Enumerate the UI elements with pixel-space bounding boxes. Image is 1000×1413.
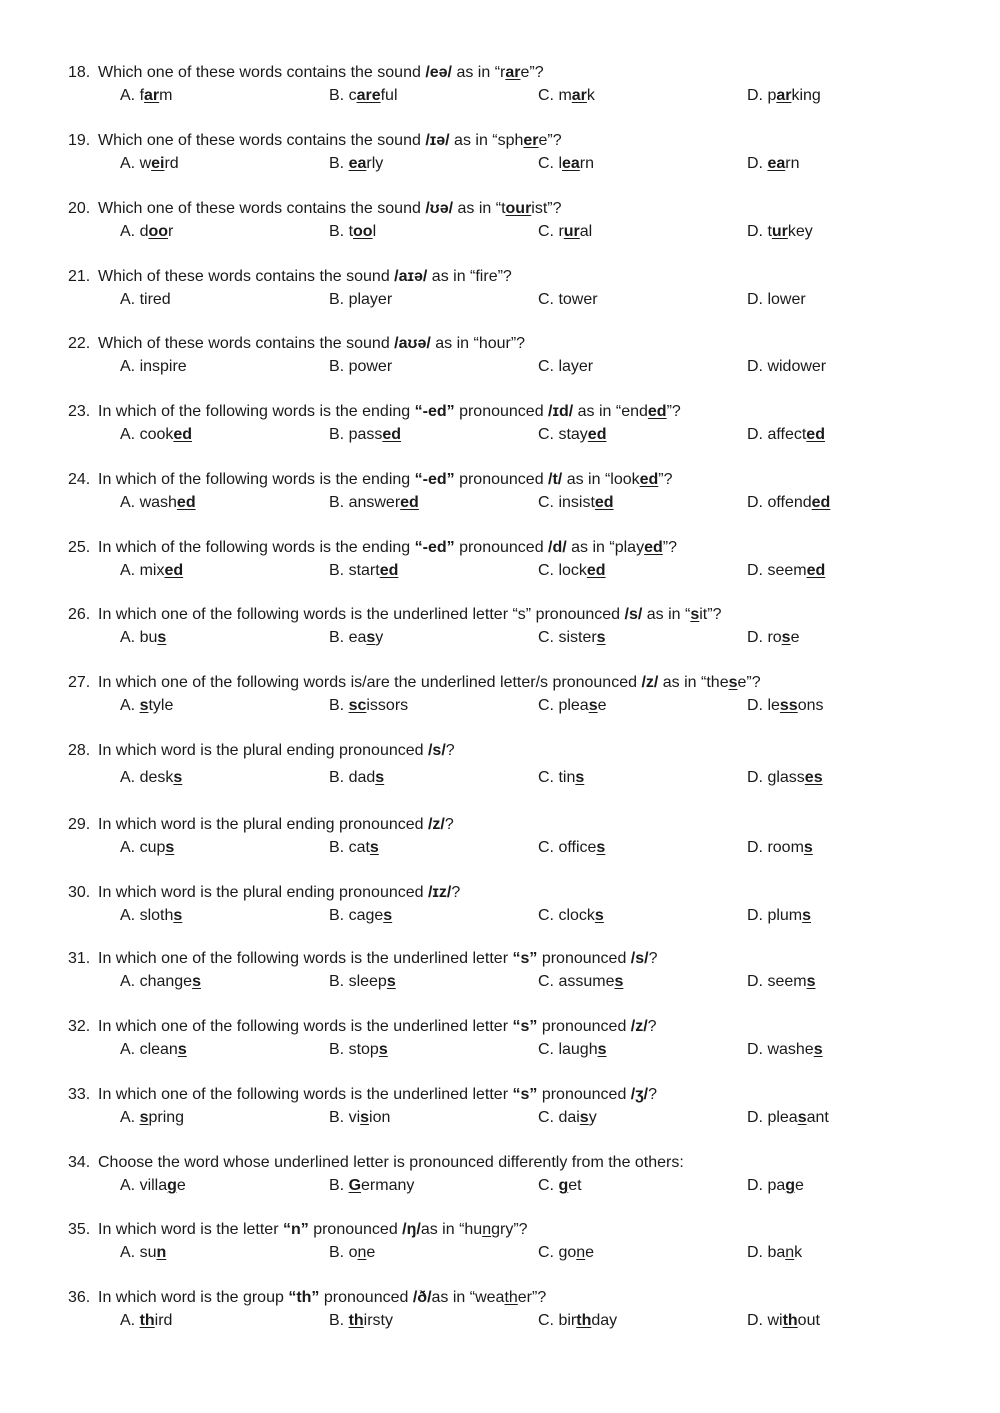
option-a[interactable]: A. cups — [120, 839, 175, 856]
question-number: 30. — [68, 884, 91, 901]
question-text: Choose the word whose underlined letter is pronounced differently from the others: — [98, 1154, 684, 1171]
question-text: In which word is the plural ending pronounced /ɪz/? — [98, 884, 461, 901]
option-b[interactable]: B. power — [329, 358, 393, 375]
question-number: 22. — [68, 335, 91, 352]
question-line — [68, 740, 968, 763]
question-35 — [68, 1219, 968, 1264]
answer-options — [68, 627, 968, 649]
option-a[interactable]: A. door — [120, 223, 174, 240]
option-d[interactable]: D. parking — [747, 87, 821, 104]
question-number: 36. — [68, 1289, 91, 1306]
answer-options — [68, 85, 968, 107]
option-a[interactable]: A. mixed — [120, 562, 184, 579]
option-a[interactable]: A. desks — [120, 769, 183, 786]
question-line — [68, 1084, 968, 1107]
option-c[interactable]: C. tins — [538, 769, 585, 786]
option-a[interactable]: A. cooked — [120, 426, 193, 443]
question-27 — [68, 672, 968, 717]
option-b[interactable]: B. cats — [329, 839, 379, 856]
option-d[interactable]: D. seemed — [747, 562, 826, 579]
question-31 — [68, 948, 968, 993]
option-a[interactable]: A. third — [120, 1312, 173, 1329]
question-23 — [68, 401, 968, 446]
option-a[interactable]: A. bus — [120, 629, 167, 646]
option-b[interactable]: B. early — [329, 155, 384, 172]
question-28 — [68, 740, 968, 789]
answer-options — [68, 1039, 968, 1061]
answer-options — [68, 356, 968, 378]
question-line — [68, 672, 968, 695]
option-b[interactable]: B. answered — [329, 494, 419, 511]
question-number: 34. — [68, 1154, 91, 1171]
answer-options — [68, 1242, 968, 1264]
option-a[interactable]: A. sloths — [120, 907, 183, 924]
answer-options — [68, 837, 968, 859]
option-d[interactable]: D. turkey — [747, 223, 813, 240]
question-line — [68, 1219, 968, 1242]
question-30 — [68, 882, 968, 927]
question-line — [68, 266, 968, 289]
question-number: 31. — [68, 950, 91, 967]
question-text: In which word is the plural ending pronounced /z/? — [98, 816, 454, 833]
question-line — [68, 1287, 968, 1310]
question-text: In which one of the following words is the underlined letter “s” pronounced /ʒ/? — [98, 1086, 657, 1103]
question-text: In which of the following words is the ending “-ed” pronounced /d/ as in “played”? — [98, 539, 677, 556]
question-36 — [68, 1287, 968, 1332]
option-d[interactable]: D. without — [747, 1312, 820, 1329]
question-text: In which one of the following words is the underlined letter “s” pronounced /z/? — [98, 1018, 657, 1035]
question-26 — [68, 604, 968, 649]
option-c[interactable]: C. rural — [538, 223, 593, 240]
question-number: 21. — [68, 268, 91, 285]
option-a[interactable]: A. spring — [120, 1109, 185, 1126]
option-c[interactable]: C. gone — [538, 1244, 595, 1261]
option-d[interactable]: D. earn — [747, 155, 800, 172]
option-b[interactable]: B. one — [329, 1244, 376, 1261]
answer-options — [68, 1175, 968, 1197]
option-c[interactable]: C. layer — [538, 358, 594, 375]
question-line — [68, 1016, 968, 1039]
option-d[interactable]: D. offended — [747, 494, 831, 511]
option-c[interactable]: C. locked — [538, 562, 606, 579]
question-line — [68, 130, 968, 153]
option-c[interactable]: C. sisters — [538, 629, 606, 646]
option-c[interactable]: C. mark — [538, 87, 595, 104]
option-a[interactable]: A. weird — [120, 155, 179, 172]
option-a[interactable]: A. changes — [120, 973, 201, 990]
question-text: In which word is the group “th” pronounced /ð/as in “weather”? — [98, 1289, 547, 1306]
question-18 — [68, 62, 968, 107]
question-text: In which of the following words is the ending “-ed” pronounced /t/ as in “looked”? — [98, 471, 673, 488]
answer-options — [68, 492, 968, 514]
option-c[interactable]: C. please — [538, 697, 607, 714]
option-b[interactable]: B. vision — [329, 1109, 391, 1126]
option-d[interactable]: D. lessons — [747, 697, 824, 714]
question-line — [68, 62, 968, 85]
option-c[interactable]: C. laughs — [538, 1041, 607, 1058]
option-a[interactable]: A. style — [120, 697, 174, 714]
option-c[interactable]: C. learn — [538, 155, 595, 172]
option-b[interactable]: B. stops — [329, 1041, 388, 1058]
question-20 — [68, 198, 968, 243]
question-number: 28. — [68, 742, 91, 759]
answer-options — [68, 221, 968, 243]
option-d[interactable]: D. rose — [747, 629, 800, 646]
option-b[interactable]: B. passed — [329, 426, 402, 443]
question-line — [68, 814, 968, 837]
option-c[interactable]: C. clocks — [538, 907, 604, 924]
answer-options — [68, 971, 968, 993]
question-line — [68, 333, 968, 356]
question-line — [68, 1152, 968, 1175]
option-c[interactable]: C. assumes — [538, 973, 624, 990]
option-b[interactable]: B. started — [329, 562, 399, 579]
answer-options — [68, 153, 968, 175]
question-19 — [68, 130, 968, 175]
option-a[interactable]: A. tired — [120, 291, 171, 308]
question-number: 18. — [68, 64, 91, 81]
option-c[interactable]: C. daisy — [538, 1109, 597, 1126]
option-b[interactable]: B. tool — [329, 223, 377, 240]
question-text: In which word is the plural ending pronounced /s/? — [98, 742, 455, 759]
question-number: 33. — [68, 1086, 91, 1103]
question-32 — [68, 1016, 968, 1061]
answer-options — [68, 1310, 968, 1332]
question-text: Which one of these words contains the sound /eə/ as in “rare”? — [98, 64, 544, 81]
option-b[interactable]: B. thirsty — [329, 1312, 393, 1329]
option-d[interactable]: D. page — [747, 1177, 804, 1194]
question-line — [68, 604, 968, 627]
option-d[interactable]: D. glasses — [747, 769, 823, 786]
question-line — [68, 198, 968, 221]
answer-options — [68, 560, 968, 582]
question-text: Which of these words contains the sound /aɪə/ as in “fire”? — [98, 268, 512, 285]
question-number: 24. — [68, 471, 91, 488]
question-text: Which one of these words contains the sound /ɪə/ as in “sphere”? — [98, 132, 562, 149]
answer-options — [68, 1107, 968, 1129]
option-a[interactable]: A. sun — [120, 1244, 167, 1261]
option-c[interactable]: C. tower — [538, 291, 598, 308]
option-c[interactable]: C. get — [538, 1177, 582, 1194]
question-text: In which of the following words is the ending “-ed” pronounced /ɪd/ as in “ended”? — [98, 403, 681, 420]
question-line — [68, 469, 968, 492]
option-d[interactable]: D. rooms — [747, 839, 813, 856]
question-text: In which one of the following words is the underlined letter “s” pronounced /s/ as in “sit”? — [98, 606, 722, 623]
option-d[interactable]: D. washes — [747, 1041, 823, 1058]
option-c[interactable]: C. birthday — [538, 1312, 618, 1329]
option-a[interactable]: A. inspire — [120, 358, 187, 375]
question-number: 29. — [68, 816, 91, 833]
option-d[interactable]: D. seems — [747, 973, 816, 990]
option-c[interactable]: C. stayed — [538, 426, 607, 443]
question-21 — [68, 266, 968, 311]
option-c[interactable]: C. offices — [538, 839, 606, 856]
option-b[interactable]: B. careful — [329, 87, 398, 104]
option-d[interactable]: D. affected — [747, 426, 825, 443]
question-text: In which one of the following words is the underlined letter “s” pronounced /s/? — [98, 950, 658, 967]
question-29 — [68, 814, 968, 859]
option-d[interactable]: D. pleasant — [747, 1109, 829, 1126]
question-number: 19. — [68, 132, 91, 149]
question-number: 20. — [68, 200, 91, 217]
option-d[interactable]: D. bank — [747, 1244, 803, 1261]
question-33 — [68, 1084, 968, 1129]
option-b[interactable]: B. cages — [329, 907, 393, 924]
question-34 — [68, 1152, 968, 1197]
option-b[interactable]: B. Germany — [329, 1177, 415, 1194]
option-d[interactable]: D. lower — [747, 291, 806, 308]
question-line — [68, 882, 968, 905]
question-text: Which of these words contains the sound /aʊə/ as in “hour”? — [98, 335, 526, 352]
question-number: 27. — [68, 674, 91, 691]
option-b[interactable]: B. scissors — [329, 697, 409, 714]
option-a[interactable]: A. cleans — [120, 1041, 187, 1058]
question-line — [68, 401, 968, 424]
option-c[interactable]: C. insisted — [538, 494, 614, 511]
option-b[interactable]: B. player — [329, 291, 393, 308]
option-b[interactable]: B. easy — [329, 629, 384, 646]
answer-options — [68, 695, 968, 717]
option-b[interactable]: B. dads — [329, 769, 385, 786]
question-number: 25. — [68, 539, 91, 556]
question-number: 23. — [68, 403, 91, 420]
question-number: 35. — [68, 1221, 91, 1238]
question-22 — [68, 333, 968, 378]
question-text: In which one of the following words is/are the underlined letter/s pronounced /z/ as in “these”? — [98, 674, 761, 691]
question-text: Which one of these words contains the sound /ʊə/ as in “tourist”? — [98, 200, 562, 217]
option-d[interactable]: D. widower — [747, 358, 827, 375]
option-a[interactable]: A. village — [120, 1177, 186, 1194]
question-24 — [68, 469, 968, 514]
option-b[interactable]: B. sleeps — [329, 973, 396, 990]
question-number: 26. — [68, 606, 91, 623]
answer-options — [68, 767, 968, 789]
answer-options — [68, 905, 968, 927]
option-d[interactable]: D. plums — [747, 907, 812, 924]
question-25 — [68, 537, 968, 582]
question-number: 32. — [68, 1018, 91, 1035]
answer-options — [68, 289, 968, 311]
question-line — [68, 948, 968, 971]
option-a[interactable]: A. washed — [120, 494, 196, 511]
question-text: In which word is the letter “n” pronounced /ŋ/as in “hungry”? — [98, 1221, 528, 1238]
answer-options — [68, 424, 968, 446]
question-line — [68, 537, 968, 560]
option-a[interactable]: A. farm — [120, 87, 173, 104]
